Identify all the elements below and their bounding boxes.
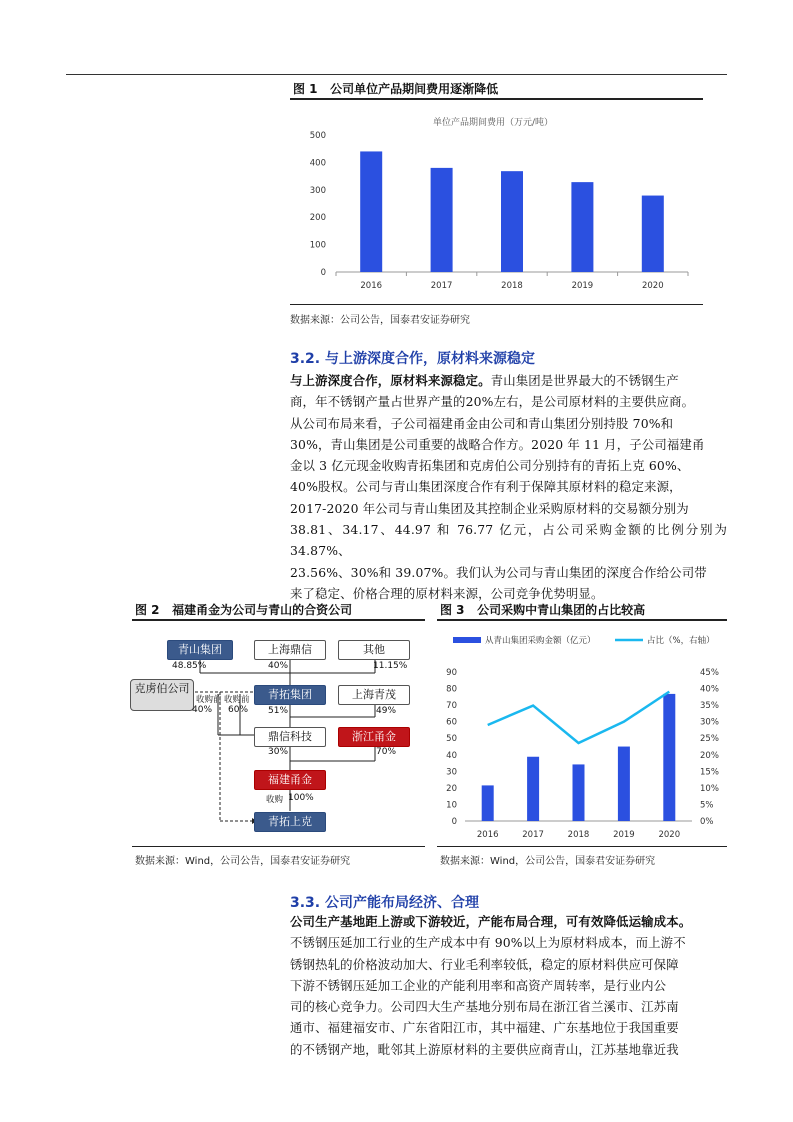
chart1-bar — [360, 151, 382, 272]
section-3-3-lead-line — [290, 911, 727, 932]
pct-dingxin: 40% — [268, 661, 289, 671]
chart1-bar — [642, 196, 664, 272]
chart2-xtick: 2019 — [613, 830, 635, 840]
label-acquire-before-middle: 收购前 — [224, 695, 250, 705]
figure2-bottom-rule — [132, 846, 425, 847]
node-other: 其他 — [338, 640, 410, 660]
figure3-bottom-rule — [437, 846, 727, 847]
label-acquire: 收购 — [266, 795, 284, 805]
node-krupp: 克虏伯公司 — [130, 679, 194, 711]
figure1-chart — [290, 103, 703, 303]
pct-zhejiang-70: 70% — [376, 747, 397, 757]
figure1-source: 数据来源：公司公告，国泰君安证券研究 — [290, 315, 470, 326]
figure3-title: 图 3 公司采购中青山集团的占比较高 — [440, 603, 646, 617]
legend-bar-label: 从青山集团采购金额（亿元） — [485, 636, 596, 646]
figure3-source: 数据来源：Wind，公司公告，国泰君安证券研究 — [440, 856, 656, 867]
chart2-ytick-left: 0 — [451, 817, 457, 827]
chart2-ytick-left: 20 — [446, 783, 457, 794]
chart1-xtick: 2020 — [641, 281, 664, 291]
section-3-3-line-4: 通市、福建福安市、广东省阳江市，其中福建、广东基地位于我国重要 — [290, 1020, 679, 1036]
section-3-3-lead: 公司生产基地距上游或下游较近，产能布局合理，可有效降低运输成本。 — [290, 914, 692, 929]
chart2-xtick: 2020 — [658, 830, 681, 840]
pct-dingxin-30: 30% — [268, 747, 289, 757]
node-fujian-yongjin: 福建甬金 — [254, 770, 326, 790]
header-rule — [66, 74, 727, 75]
chart2-bar — [618, 747, 630, 821]
chart1-bar — [431, 168, 453, 272]
figure3-chart — [437, 625, 727, 843]
pct-qingshan: 48.85% — [172, 661, 207, 671]
chart2-ytick-right: 5% — [700, 800, 714, 811]
chart1-xtick: 2017 — [430, 281, 453, 291]
section-3-2-line-0: 与上游深度合作，原材料来源稳定。青山集团是世界最大的不锈钢生产 — [290, 373, 679, 388]
section-3-3-heading: 3.3. 公司产能布局经济、合理 — [290, 895, 479, 911]
figure2-source: 数据来源：Wind，公司公告，国泰君安证券研究 — [135, 856, 351, 867]
figure1-bottom-rule — [290, 304, 703, 305]
chart1-ytick: 200 — [309, 213, 326, 224]
node-shanghai-qingmao: 上海青茂 — [338, 685, 410, 705]
chart1-ytick: 0 — [320, 268, 326, 278]
chart2-ytick-right: 0% — [700, 817, 714, 827]
chart1-title: 单位产品期间费用（万元/吨） — [432, 118, 554, 128]
chart2-ytick-right: 40% — [700, 684, 719, 695]
chart2-ytick-right: 30% — [700, 717, 719, 728]
figure1-rule — [290, 98, 703, 100]
section-3-2-line-9: 来了稳定、价格合理的原材料来源，公司竞争优势明显。 — [290, 585, 604, 601]
chart1-ytick: 500 — [309, 131, 326, 141]
section-3-2-line-7: 38.81、34.17、44.97 和 76.77 亿元，占公司采购金额的比例分别为 34.87%、 — [290, 522, 727, 559]
legend-line-label: 占比（%，右轴） — [647, 636, 715, 646]
chart1-ytick: 400 — [309, 158, 326, 169]
figure1-title: 图 1 公司单位产品期间费用逐渐降低 — [293, 82, 499, 96]
chart1-xtick: 2016 — [360, 281, 383, 291]
chart2-ytick-right: 35% — [700, 701, 719, 712]
chart1-ytick: 100 — [309, 240, 326, 251]
chart2-ytick-left: 80 — [446, 684, 457, 695]
pct-other: 11.15% — [373, 661, 408, 671]
section-3-2-line-8: 23.56%、30%和 39.07%。我们认为公司与青山集团的深度合作给公司带 — [290, 564, 707, 580]
node-zhejiang-yongjin: 浙江甬金 — [338, 727, 410, 747]
pct-qingmao-49: 49% — [376, 706, 397, 716]
chart2-ytick-right: 25% — [700, 734, 719, 745]
label-acquire-before-left: 收购前 — [196, 695, 222, 705]
section-3-2-line-3: 30%，青山集团是公司重要的战略合作方。2020 年 11 月，子公司福建甬 — [290, 436, 705, 452]
section-3-3-line-3: 司的核心竞争力。公司四大生产基地分别布局在浙江省兰溪市、江苏南 — [290, 999, 679, 1015]
node-qingshan: 青山集团 — [167, 640, 233, 660]
ownership-diagram — [120, 625, 420, 840]
chart1-bar — [571, 182, 593, 272]
chart1-xtick: 2018 — [501, 281, 523, 291]
chart2-xtick: 2016 — [476, 830, 499, 840]
chart2-ytick-left: 10 — [446, 800, 457, 811]
node-qingtuo-group: 青拓集团 — [254, 685, 326, 705]
chart2-ytick-left: 60 — [446, 717, 457, 728]
chart2-ytick-right: 20% — [700, 750, 719, 761]
node-dingxin-tech: 鼎信科技 — [254, 727, 326, 747]
pct-krupp: 40% — [192, 705, 213, 715]
chart2-bar — [573, 764, 585, 821]
section-3-2-line-1: 商，年不锈钢产量占世界产量的20%左右，是公司原材料的主要供应商。 — [290, 394, 695, 410]
section-3-2-body — [290, 370, 727, 604]
chart2-ytick-left: 30 — [446, 767, 457, 778]
section-3-2-line-4: 金以 3 亿元现金收购青拓集团和克虏伯公司分别持有的青拓上克 60%、 — [290, 458, 690, 474]
chart2-ytick-left: 50 — [446, 734, 457, 745]
section-3-2-line-6: 2017-2020 年公司与青山集团及其控制企业采购原材料的交易额分别为 — [290, 500, 689, 516]
chart2-ytick-right: 10% — [700, 783, 719, 794]
chart2-line — [488, 692, 670, 743]
chart2-legend — [453, 635, 715, 646]
legend-bar-swatch — [453, 637, 481, 643]
chart1-bars — [360, 151, 664, 272]
chart2-xtick: 2018 — [567, 830, 590, 840]
pct-qingtuo-51: 51% — [268, 706, 289, 716]
chart2-ytick-left: 90 — [446, 668, 457, 678]
section-3-3-line-2: 下游不锈钢压延加工企业的产能利用率和高资产周转率，是行业内公 — [290, 977, 667, 993]
chart2-ytick-left: 70 — [446, 701, 457, 712]
chart1-xtick: 2019 — [571, 281, 594, 291]
figure2-title: 图 2 福建甬金为公司与青山的合资公司 — [135, 603, 353, 617]
chart1-bar — [501, 171, 523, 272]
chart2-bar — [482, 785, 494, 821]
chart2-ytick-right: 15% — [700, 767, 719, 778]
chart2-share-line — [488, 692, 670, 743]
section-3-2-heading: 3.2. 与上游深度合作，原材料来源稳定 — [290, 351, 535, 367]
section-3-2-line-5: 40%股权。公司与青山集团深度合作有利于保障其原材料的稳定来源， — [290, 479, 682, 495]
section-3-2-line-2: 从公司布局来看，子公司福建甬金由公司和青山集团分别持股 70%和 — [290, 415, 674, 431]
pct-qingtuo-left: 60% — [228, 705, 249, 715]
chart2-xtick: 2017 — [522, 830, 544, 840]
chart2-bar — [663, 694, 675, 821]
chart2-bar — [527, 757, 539, 821]
section-3-3-line-0: 不锈钢压延加工行业的生产成本中有 90%以上为原材料成本，而上游不 — [290, 935, 686, 951]
figure2-rule — [132, 619, 425, 621]
node-shanghai-dingxin: 上海鼎信 — [254, 640, 326, 660]
node-qingtuo-shangke: 青拓上克 — [254, 812, 326, 832]
pct-fujian-100: 100% — [288, 793, 314, 803]
chart2-bars — [482, 694, 676, 821]
section-3-3-body — [290, 911, 727, 1060]
section-3-3-line-5: 的不锈钢产地，毗邻其上游原材料的主要供应商青山，江苏基地靠近我 — [290, 1041, 679, 1057]
figure3-rule — [437, 619, 727, 621]
chart1-ytick: 300 — [309, 185, 326, 196]
chart2-ytick-left: 40 — [446, 750, 457, 761]
section-3-2-lead: 与上游深度合作，原材料来源稳定。 — [290, 373, 491, 388]
chart2-ytick-right: 45% — [700, 668, 719, 678]
section-3-3-line-1: 锈钢热轧的价格波动加大、行业毛利率较低，稳定的原材料供应可保障 — [290, 956, 679, 972]
